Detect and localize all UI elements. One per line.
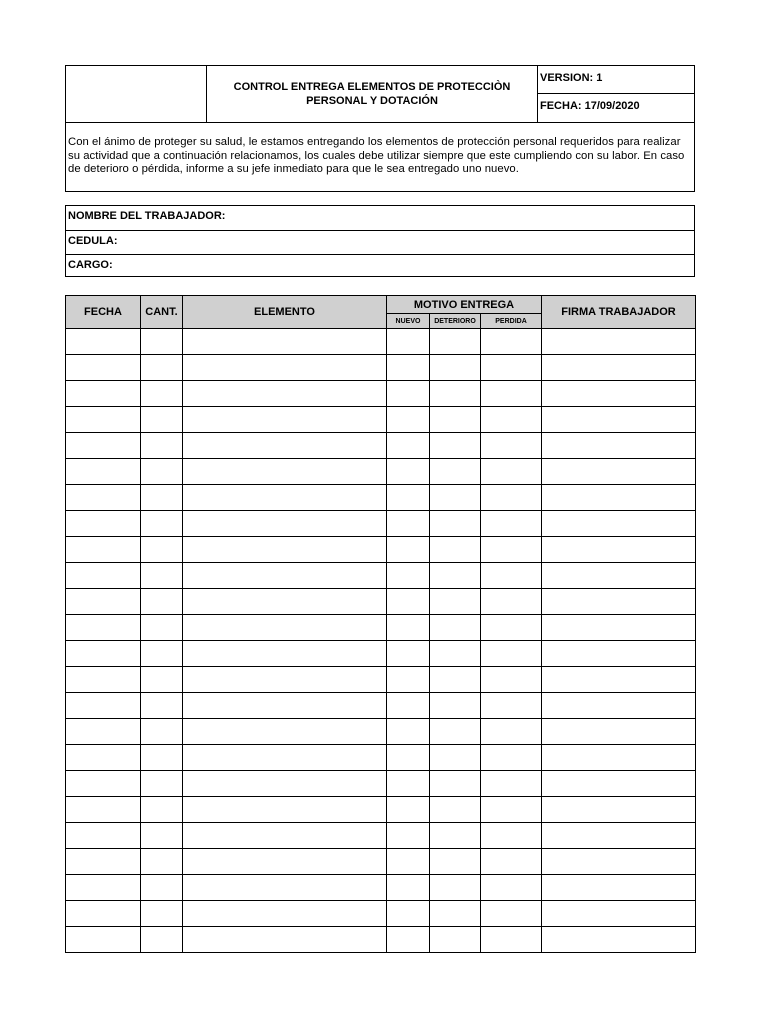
table-cell[interactable]: [141, 927, 183, 953]
table-cell[interactable]: [542, 849, 696, 875]
table-row: [66, 433, 696, 459]
table-cell[interactable]: [387, 433, 430, 459]
table-row: [66, 875, 696, 901]
table-cell[interactable]: [141, 381, 183, 407]
table-cell[interactable]: [183, 563, 387, 589]
table-cell[interactable]: [430, 355, 481, 381]
table-cell[interactable]: [66, 381, 141, 407]
table-cell[interactable]: [66, 615, 141, 641]
table-cell[interactable]: [66, 667, 141, 693]
col-qty: CANT.: [141, 296, 183, 329]
worker-info: [65, 205, 695, 277]
table-cell[interactable]: [387, 355, 430, 381]
document-title: CONTROL ENTREGA ELEMENTOS DE PROTECCIÒN PERSONAL Y DOTACIÓN: [207, 66, 538, 122]
worker-id-field[interactable]: CEDULA:: [66, 230, 694, 254]
table-cell[interactable]: [183, 797, 387, 823]
table-cell[interactable]: [141, 667, 183, 693]
table-row: [66, 381, 696, 407]
table-cell[interactable]: [387, 485, 430, 511]
table-cell[interactable]: [542, 875, 696, 901]
table-cell[interactable]: [66, 875, 141, 901]
table-cell[interactable]: [430, 849, 481, 875]
table-cell[interactable]: [481, 641, 542, 667]
table-cell[interactable]: [430, 407, 481, 433]
table-cell[interactable]: [481, 849, 542, 875]
table-cell[interactable]: [387, 719, 430, 745]
table-cell[interactable]: [481, 329, 542, 355]
table-cell[interactable]: [66, 745, 141, 771]
delivery-log-rows: [66, 329, 696, 953]
table-cell[interactable]: [387, 693, 430, 719]
table-cell[interactable]: [141, 407, 183, 433]
table-cell[interactable]: [66, 849, 141, 875]
table-cell[interactable]: [481, 433, 542, 459]
table-cell[interactable]: [183, 485, 387, 511]
table-cell[interactable]: [542, 667, 696, 693]
table-cell[interactable]: [387, 381, 430, 407]
worker-position-field[interactable]: CARGO:: [66, 254, 694, 278]
table-cell[interactable]: [66, 927, 141, 953]
table-row: [66, 355, 696, 381]
table-cell[interactable]: [66, 641, 141, 667]
version-label: VERSION: 1: [538, 66, 694, 94]
col-lost: PERDIDA: [481, 314, 542, 329]
table-cell[interactable]: [183, 537, 387, 563]
col-item: ELEMENTO: [183, 296, 387, 329]
col-date: FECHA: [66, 296, 141, 329]
table-cell[interactable]: [430, 459, 481, 485]
table-row: [66, 849, 696, 875]
table-cell[interactable]: [387, 797, 430, 823]
table-row: [66, 823, 696, 849]
table-row: [66, 563, 696, 589]
table-cell[interactable]: [542, 797, 696, 823]
table-cell[interactable]: [387, 901, 430, 927]
table-cell[interactable]: [430, 875, 481, 901]
table-cell[interactable]: [430, 433, 481, 459]
table-cell[interactable]: [387, 615, 430, 641]
table-cell[interactable]: [542, 459, 696, 485]
table-row: [66, 719, 696, 745]
table-cell[interactable]: [481, 355, 542, 381]
table-row: [66, 641, 696, 667]
table-cell[interactable]: [183, 641, 387, 667]
table-cell[interactable]: [141, 485, 183, 511]
table-cell[interactable]: [141, 329, 183, 355]
table-cell[interactable]: [481, 615, 542, 641]
logo-area: [66, 66, 207, 122]
table-cell[interactable]: [430, 823, 481, 849]
table-cell[interactable]: [430, 901, 481, 927]
table-cell[interactable]: [430, 615, 481, 641]
table-cell[interactable]: [183, 667, 387, 693]
table-cell[interactable]: [481, 407, 542, 433]
table-cell[interactable]: [387, 641, 430, 667]
table-cell[interactable]: [141, 537, 183, 563]
table-cell[interactable]: [430, 485, 481, 511]
table-cell[interactable]: [542, 641, 696, 667]
table-row: [66, 485, 696, 511]
table-cell[interactable]: [387, 875, 430, 901]
table-cell[interactable]: [387, 407, 430, 433]
table-cell[interactable]: [430, 667, 481, 693]
table-row: [66, 329, 696, 355]
table-cell[interactable]: [141, 355, 183, 381]
table-cell[interactable]: [542, 537, 696, 563]
table-cell[interactable]: [542, 407, 696, 433]
table-cell[interactable]: [430, 589, 481, 615]
table-cell[interactable]: [430, 745, 481, 771]
table-cell[interactable]: [66, 407, 141, 433]
table-cell[interactable]: [430, 693, 481, 719]
table-cell[interactable]: [141, 693, 183, 719]
table-cell[interactable]: [183, 511, 387, 537]
table-cell[interactable]: [481, 511, 542, 537]
table-cell[interactable]: [481, 693, 542, 719]
table-cell[interactable]: [66, 693, 141, 719]
table-cell[interactable]: [141, 589, 183, 615]
col-signature: FIRMA TRABAJADOR: [542, 296, 696, 329]
table-cell[interactable]: [66, 537, 141, 563]
table-cell[interactable]: [141, 745, 183, 771]
table-cell[interactable]: [387, 667, 430, 693]
table-cell[interactable]: [542, 927, 696, 953]
table-cell[interactable]: [481, 823, 542, 849]
table-cell[interactable]: [183, 927, 387, 953]
table-cell[interactable]: [141, 849, 183, 875]
table-cell[interactable]: [66, 355, 141, 381]
table-cell[interactable]: [481, 589, 542, 615]
table-cell[interactable]: [183, 771, 387, 797]
intro-text: Con el ánimo de proteger su salud, le estamos entregando los elementos de protección personal requeridos para realizar su actividad que a continuación relacionamos, los cuales debe utilizar siempre que este cumpliendo con su labor. En caso de deterioro o pérdida, informe a su jefe inmediato para que le sea entregado uno nuevo.: [65, 122, 695, 192]
table-cell[interactable]: [66, 459, 141, 485]
table-cell[interactable]: [183, 745, 387, 771]
table-cell[interactable]: [481, 381, 542, 407]
table-cell[interactable]: [430, 719, 481, 745]
table-cell[interactable]: [542, 719, 696, 745]
table-cell[interactable]: [387, 563, 430, 589]
table-row: [66, 537, 696, 563]
table-cell[interactable]: [66, 719, 141, 745]
table-row: [66, 693, 696, 719]
table-cell[interactable]: [481, 771, 542, 797]
table-cell[interactable]: [542, 771, 696, 797]
table-cell[interactable]: [141, 433, 183, 459]
table-cell[interactable]: [542, 823, 696, 849]
col-new: NUEVO: [387, 314, 430, 329]
table-cell[interactable]: [141, 823, 183, 849]
table-cell[interactable]: [183, 719, 387, 745]
table-cell[interactable]: [183, 407, 387, 433]
table-cell[interactable]: [481, 459, 542, 485]
table-cell[interactable]: [481, 485, 542, 511]
table-cell[interactable]: [183, 823, 387, 849]
table-cell[interactable]: [387, 771, 430, 797]
table-cell[interactable]: [430, 511, 481, 537]
table-cell[interactable]: [66, 485, 141, 511]
table-cell[interactable]: [183, 329, 387, 355]
table-cell[interactable]: [387, 589, 430, 615]
table-cell[interactable]: [66, 329, 141, 355]
table-cell[interactable]: [542, 901, 696, 927]
table-cell[interactable]: [542, 511, 696, 537]
table-cell[interactable]: [183, 459, 387, 485]
worker-name-field[interactable]: NOMBRE DEL TRABAJADOR:: [68, 210, 226, 222]
table-cell[interactable]: [542, 381, 696, 407]
table-row: [66, 589, 696, 615]
table-cell[interactable]: [183, 849, 387, 875]
table-cell[interactable]: [542, 355, 696, 381]
table-cell[interactable]: [183, 693, 387, 719]
table-cell[interactable]: [141, 511, 183, 537]
table-cell[interactable]: [141, 771, 183, 797]
col-damaged: DETERIORO: [430, 314, 481, 329]
table-cell[interactable]: [481, 537, 542, 563]
table-cell[interactable]: [66, 563, 141, 589]
table-row: [66, 745, 696, 771]
table-cell[interactable]: [430, 771, 481, 797]
table-cell[interactable]: [481, 745, 542, 771]
date-label: FECHA: 17/09/2020: [540, 100, 640, 112]
table-cell[interactable]: [141, 459, 183, 485]
table-cell[interactable]: [66, 771, 141, 797]
table-cell[interactable]: [183, 615, 387, 641]
table-cell[interactable]: [542, 745, 696, 771]
col-reason: MOTIVO ENTREGA: [387, 296, 542, 314]
table-cell[interactable]: [387, 745, 430, 771]
table-row: [66, 927, 696, 953]
table-cell[interactable]: [66, 823, 141, 849]
table-cell[interactable]: [141, 797, 183, 823]
document-header: [65, 65, 695, 123]
document-meta: [538, 66, 694, 122]
table-row: [66, 901, 696, 927]
table-cell[interactable]: [387, 849, 430, 875]
table-row: [66, 667, 696, 693]
table-cell[interactable]: [430, 641, 481, 667]
table-cell[interactable]: [141, 615, 183, 641]
table-cell[interactable]: [481, 667, 542, 693]
table-cell[interactable]: [387, 459, 430, 485]
table-cell[interactable]: [183, 901, 387, 927]
table-cell[interactable]: [430, 927, 481, 953]
table-cell[interactable]: [183, 381, 387, 407]
table-cell[interactable]: [141, 875, 183, 901]
table-cell[interactable]: [430, 329, 481, 355]
table-cell[interactable]: [481, 563, 542, 589]
table-cell[interactable]: [183, 433, 387, 459]
table-cell[interactable]: [141, 901, 183, 927]
table-cell[interactable]: [430, 381, 481, 407]
table-cell[interactable]: [66, 589, 141, 615]
table-cell[interactable]: [542, 589, 696, 615]
table-cell[interactable]: [481, 797, 542, 823]
table-cell[interactable]: [542, 615, 696, 641]
table-cell[interactable]: [542, 485, 696, 511]
table-cell[interactable]: [481, 901, 542, 927]
table-cell[interactable]: [141, 641, 183, 667]
table-cell[interactable]: [141, 719, 183, 745]
table-cell[interactable]: [481, 719, 542, 745]
table-row: [66, 615, 696, 641]
table-cell[interactable]: [141, 563, 183, 589]
table-cell[interactable]: [430, 537, 481, 563]
table-cell[interactable]: [430, 797, 481, 823]
table-cell[interactable]: [66, 901, 141, 927]
table-cell[interactable]: [387, 823, 430, 849]
table-cell[interactable]: [183, 355, 387, 381]
table-cell[interactable]: [387, 927, 430, 953]
table-cell[interactable]: [542, 693, 696, 719]
table-cell[interactable]: [66, 797, 141, 823]
table-cell[interactable]: [481, 927, 542, 953]
table-row: [66, 459, 696, 485]
table-row: [66, 407, 696, 433]
table-cell[interactable]: [66, 433, 141, 459]
table-cell[interactable]: [183, 589, 387, 615]
table-row: [66, 771, 696, 797]
table-cell[interactable]: [66, 511, 141, 537]
table-row: [66, 511, 696, 537]
table-cell[interactable]: [387, 329, 430, 355]
table-cell[interactable]: [387, 511, 430, 537]
table-cell[interactable]: [542, 329, 696, 355]
delivery-log-table: [65, 295, 696, 953]
table-row: [66, 797, 696, 823]
table-cell[interactable]: [481, 875, 542, 901]
table-cell[interactable]: [387, 537, 430, 563]
table-cell[interactable]: [542, 433, 696, 459]
table-cell[interactable]: [430, 563, 481, 589]
table-cell[interactable]: [542, 563, 696, 589]
table-cell[interactable]: [183, 875, 387, 901]
